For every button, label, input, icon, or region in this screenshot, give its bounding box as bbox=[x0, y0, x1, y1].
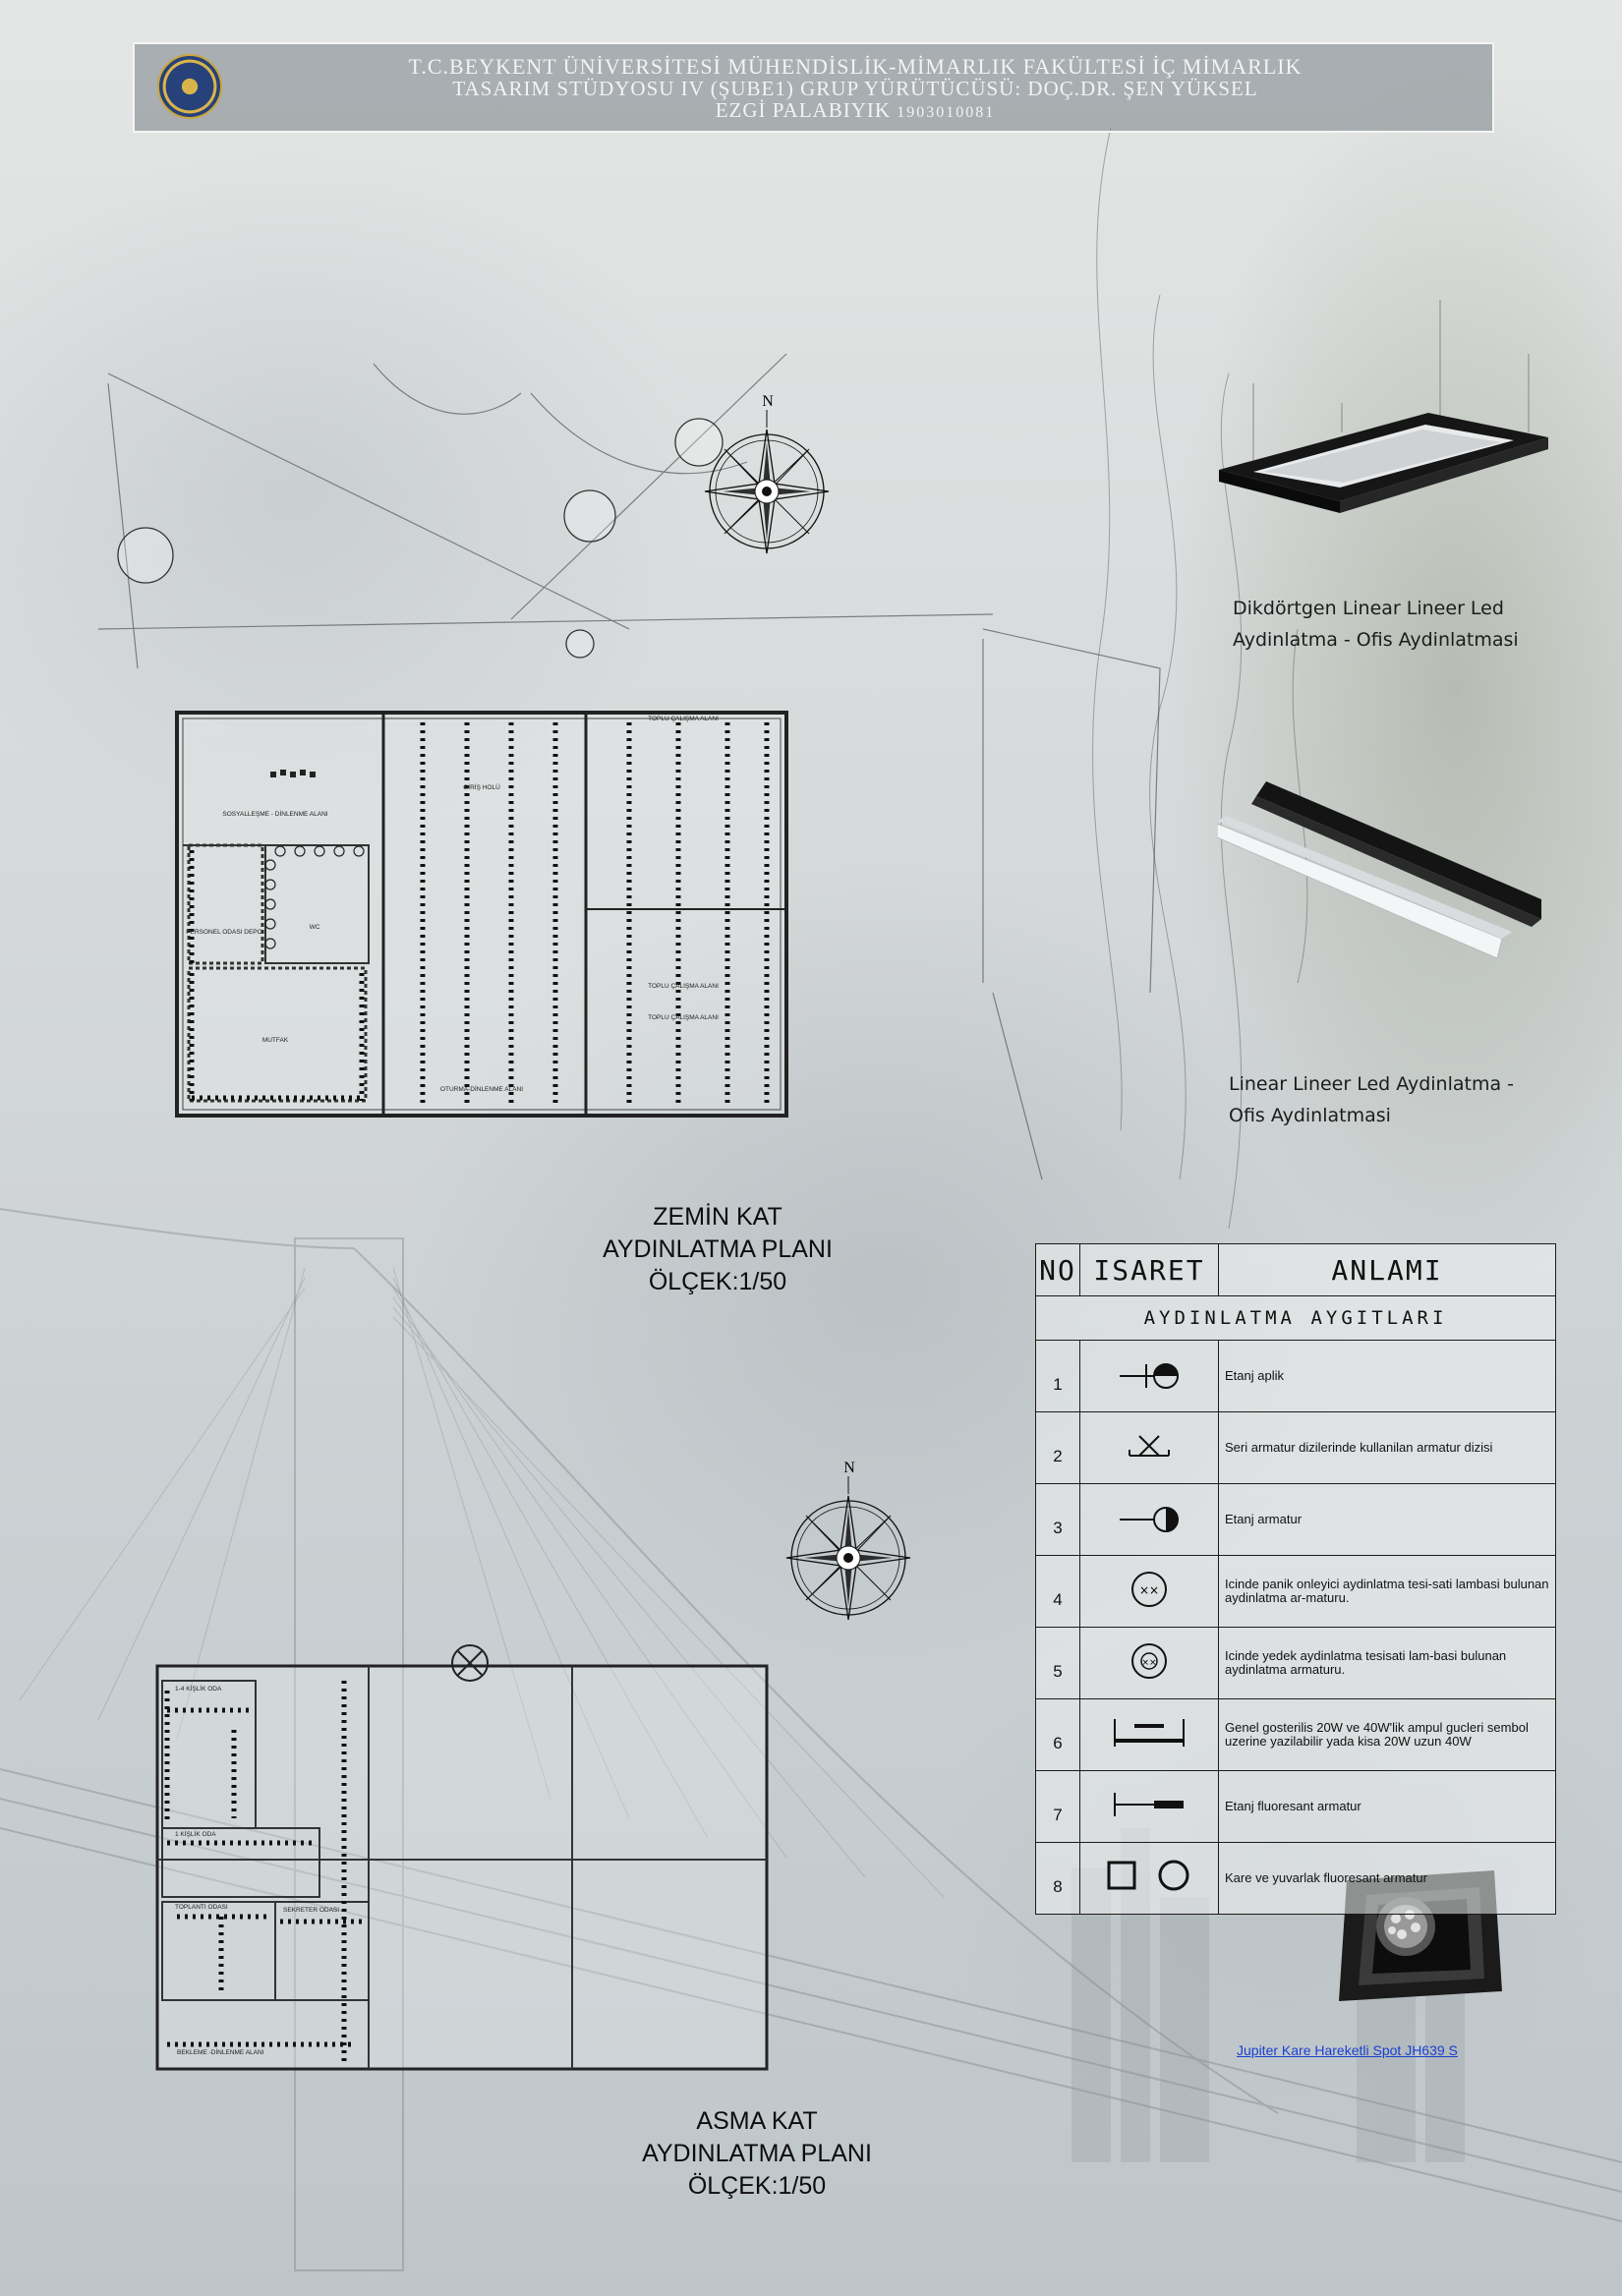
legend-row bbox=[1036, 1771, 1556, 1843]
legend-row bbox=[1036, 1556, 1556, 1628]
room-label: SEKRETER ODASI bbox=[283, 1907, 340, 1914]
caption-line: Dikdörtgen Linear Lineer Led bbox=[1233, 598, 1504, 619]
university-seal-icon bbox=[157, 54, 222, 119]
legend-no: 3 bbox=[1036, 1484, 1080, 1556]
room-label: TOPLANTI ODASI bbox=[175, 1904, 228, 1911]
legend-row bbox=[1036, 1412, 1556, 1484]
plan-scale: ÖLÇEK:1/50 bbox=[648, 1268, 787, 1295]
legend-header-symbol: ISARET bbox=[1080, 1244, 1219, 1296]
rectangular-linear-led-image bbox=[1214, 295, 1548, 531]
legend-desc: Kare ve yuvarlak fluoresant armatur bbox=[1219, 1843, 1556, 1915]
legend-no: 5 bbox=[1036, 1628, 1080, 1699]
north-label: N bbox=[762, 393, 774, 410]
yedek-aydinlatma-icon bbox=[1105, 1639, 1193, 1683]
room-label: PERSONEL ODASI DEPO bbox=[186, 929, 262, 936]
legend-no: 6 bbox=[1036, 1699, 1080, 1771]
legend-no: 1 bbox=[1036, 1341, 1080, 1412]
plan-title-line: ZEMİN KAT bbox=[653, 1203, 782, 1231]
legend-subheader: AYDINLATMA AYGITLARI bbox=[1036, 1296, 1556, 1341]
student-id: 1903010081 bbox=[897, 104, 996, 121]
legend-no: 7 bbox=[1036, 1771, 1080, 1843]
mezzanine-lighting-plan bbox=[147, 1622, 786, 2094]
ground-plan-title bbox=[570, 1201, 865, 1298]
legend-no: 8 bbox=[1036, 1843, 1080, 1915]
room-label: MUTFAK bbox=[261, 1037, 289, 1044]
header-line-2: TASARIM STÜDYOSU IV (ŞUBE1) GRUP YÜRÜTÜCÜSÜ: DOÇ.DR. ŞEN YÜKSEL bbox=[452, 77, 1258, 100]
plan-title-line: AYDINLATMA PLANI bbox=[642, 2140, 872, 2167]
mezzanine-plan-title bbox=[609, 2105, 904, 2203]
seri-armatur-icon bbox=[1105, 1426, 1193, 1465]
product-2-caption bbox=[1229, 1068, 1602, 1131]
panik-aydinlatma-icon bbox=[1105, 1568, 1193, 1611]
legend-header-no: NO bbox=[1036, 1244, 1080, 1296]
room-label: BEKLEME -DİNLENME ALANI bbox=[177, 2049, 264, 2056]
plan-scale: ÖLÇEK:1/50 bbox=[687, 2172, 827, 2200]
room-label: GİRİŞ HOLÜ bbox=[463, 784, 500, 791]
header-line-1: T.C.BEYKENT ÜNİVERSİTESİ MÜHENDİSLİK-MİMARLIK FAKÜLTESİ İÇ MİMARLIK bbox=[408, 54, 1303, 79]
legend-desc: Genel gosterilis 20W ve 40W'lik ampul gucleri sembol uzerine yazilabilir yada kisa 20W uzun 40W bbox=[1219, 1699, 1556, 1771]
legend-row bbox=[1036, 1484, 1556, 1556]
legend-desc: Seri armatur dizilerinde kullanilan armatur dizisi bbox=[1219, 1412, 1556, 1484]
plan-title-line: ASMA KAT bbox=[696, 2107, 818, 2135]
caption-line: Aydinlatma - Ofis Aydinlatmasi bbox=[1233, 629, 1519, 651]
room-label: 1-4 KİŞLİK ODA bbox=[175, 1686, 222, 1693]
caption-line: Linear Lineer Led Aydinlatma - bbox=[1229, 1073, 1515, 1095]
room-label: SOSYALLEŞME - DİNLENME ALANI bbox=[222, 811, 328, 818]
svg-text:××: ×× bbox=[1138, 1583, 1160, 1597]
legend-desc: Etanj fluoresant armatur bbox=[1219, 1771, 1556, 1843]
product-3-link[interactable]: Jupiter Kare Hareketli Spot JH639 S bbox=[1237, 2042, 1458, 2058]
legend-desc: Icinde yedek aydinlatma tesisati lam-basi bulunan aydinlatma armaturu. bbox=[1219, 1628, 1556, 1699]
legend-no: 4 bbox=[1036, 1556, 1080, 1628]
legend-header-meaning: ANLAMI bbox=[1219, 1244, 1556, 1296]
legend-no: 2 bbox=[1036, 1412, 1080, 1484]
legend-row bbox=[1036, 1699, 1556, 1771]
room-label: OTURMA-DİNLENME ALANI bbox=[439, 1086, 524, 1093]
legend-desc: Icinde panik onleyici aydinlatma tesi-sati lambasi bulunan aydinlatma ar-maturu. bbox=[1219, 1556, 1556, 1628]
etanj-armatur-icon bbox=[1105, 1498, 1193, 1537]
product-1-caption bbox=[1233, 593, 1567, 656]
student-name: EZGİ PALABIYIK bbox=[715, 98, 892, 122]
room-label: TOPLU ÇALIŞMA ALANI bbox=[648, 1014, 719, 1021]
svg-text:××: ×× bbox=[1141, 1658, 1157, 1668]
room-label: TOPLU ÇALIŞMA ALANI bbox=[648, 716, 719, 722]
north-label-2: N bbox=[843, 1460, 855, 1476]
room-label: WC bbox=[309, 924, 320, 931]
fluoresan-genel-icon bbox=[1105, 1711, 1193, 1754]
legend-row bbox=[1036, 1628, 1556, 1699]
plan-title-line: AYDINLATMA PLANI bbox=[603, 1235, 833, 1263]
legend-desc: Etanj armatur bbox=[1219, 1484, 1556, 1556]
lighting-legend-table bbox=[1035, 1243, 1556, 1915]
ground-floor-lighting-plan bbox=[118, 688, 806, 1120]
room-label: 1 KİŞLİK ODA bbox=[175, 1831, 216, 1838]
room-label: TOPLU ÇALIŞMA ALANI bbox=[648, 983, 719, 990]
legend-row bbox=[1036, 1843, 1556, 1915]
north-compass-icon bbox=[703, 388, 831, 570]
header-line-3 bbox=[236, 98, 1475, 123]
etanj-aplik-icon bbox=[1105, 1354, 1193, 1394]
etanj-fluoresan-icon bbox=[1105, 1785, 1193, 1824]
legend-desc: Etanj aplik bbox=[1219, 1341, 1556, 1412]
legend-row bbox=[1036, 1341, 1556, 1412]
north-compass-icon-2 bbox=[784, 1455, 912, 1636]
caption-line: Ofis Aydinlatmasi bbox=[1229, 1105, 1391, 1126]
kare-yuvarlak-icon bbox=[1095, 1855, 1203, 1898]
linear-led-bar-image bbox=[1217, 776, 1541, 963]
